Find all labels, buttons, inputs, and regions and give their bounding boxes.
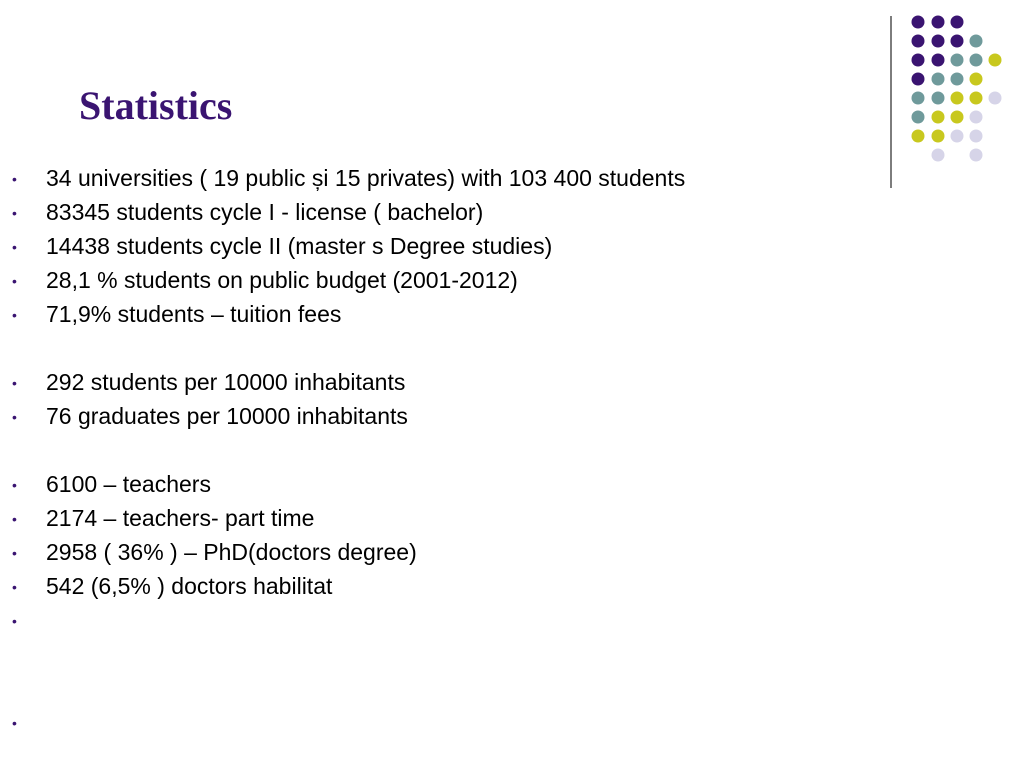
decorative-dot bbox=[932, 149, 945, 162]
divider-line bbox=[890, 16, 892, 188]
bullet-text: 76 graduates per 10000 inhabitants bbox=[46, 403, 408, 429]
decorative-dot bbox=[970, 35, 983, 48]
decorative-dot bbox=[912, 92, 925, 105]
decorative-dot bbox=[970, 149, 983, 162]
decorative-dot bbox=[951, 54, 964, 67]
bullet-text: 292 students per 10000 inhabitants bbox=[46, 369, 406, 395]
bullet-text: 2958 ( 36% ) – PhD(doctors degree) bbox=[46, 539, 417, 565]
decorative-dot bbox=[989, 54, 1002, 67]
decorative-dot bbox=[970, 54, 983, 67]
decorative-dot bbox=[912, 111, 925, 124]
bullet-text: 83345 students cycle I - license ( bachelor) bbox=[46, 199, 484, 225]
decorative-dot bbox=[932, 92, 945, 105]
decorative-dot bbox=[970, 130, 983, 143]
decorative-dot bbox=[970, 73, 983, 86]
bullet-text: 71,9% students – tuition fees bbox=[46, 301, 342, 327]
decorative-dot bbox=[970, 92, 983, 105]
bullet-text: 34 universities ( 19 public și 15 privates) with 103 400 students bbox=[46, 165, 686, 191]
decorative-dot bbox=[912, 16, 925, 29]
decorative-dot bbox=[989, 92, 1002, 105]
bullet-text: 28,1 % students on public budget (2001-2012) bbox=[46, 267, 518, 293]
decorative-dot bbox=[932, 111, 945, 124]
bullet-text: 6100 – teachers bbox=[46, 471, 211, 497]
decorative-dot bbox=[912, 130, 925, 143]
decorative-dot bbox=[951, 73, 964, 86]
bullet-text: 2174 – teachers- part time bbox=[46, 505, 315, 531]
bullet-text: 542 (6,5% ) doctors habilitat bbox=[46, 573, 333, 599]
decorative-dot bbox=[951, 130, 964, 143]
decorative-dot bbox=[932, 54, 945, 67]
decorative-dot bbox=[970, 111, 983, 124]
bullet-text: 14438 students cycle II (master s Degree studies) bbox=[46, 233, 553, 259]
decorative-dot bbox=[951, 111, 964, 124]
decorative-dot bbox=[932, 130, 945, 143]
decorative-dot bbox=[932, 16, 945, 29]
decorative-dot bbox=[912, 54, 925, 67]
decorative-dot bbox=[951, 35, 964, 48]
decorative-dot bbox=[932, 73, 945, 86]
slide-title: Statistics bbox=[79, 83, 233, 128]
decorative-dot bbox=[912, 35, 925, 48]
decorative-dot bbox=[951, 92, 964, 105]
decorative-dot bbox=[951, 16, 964, 29]
decorative-dot bbox=[912, 73, 925, 86]
decorative-dot bbox=[932, 35, 945, 48]
